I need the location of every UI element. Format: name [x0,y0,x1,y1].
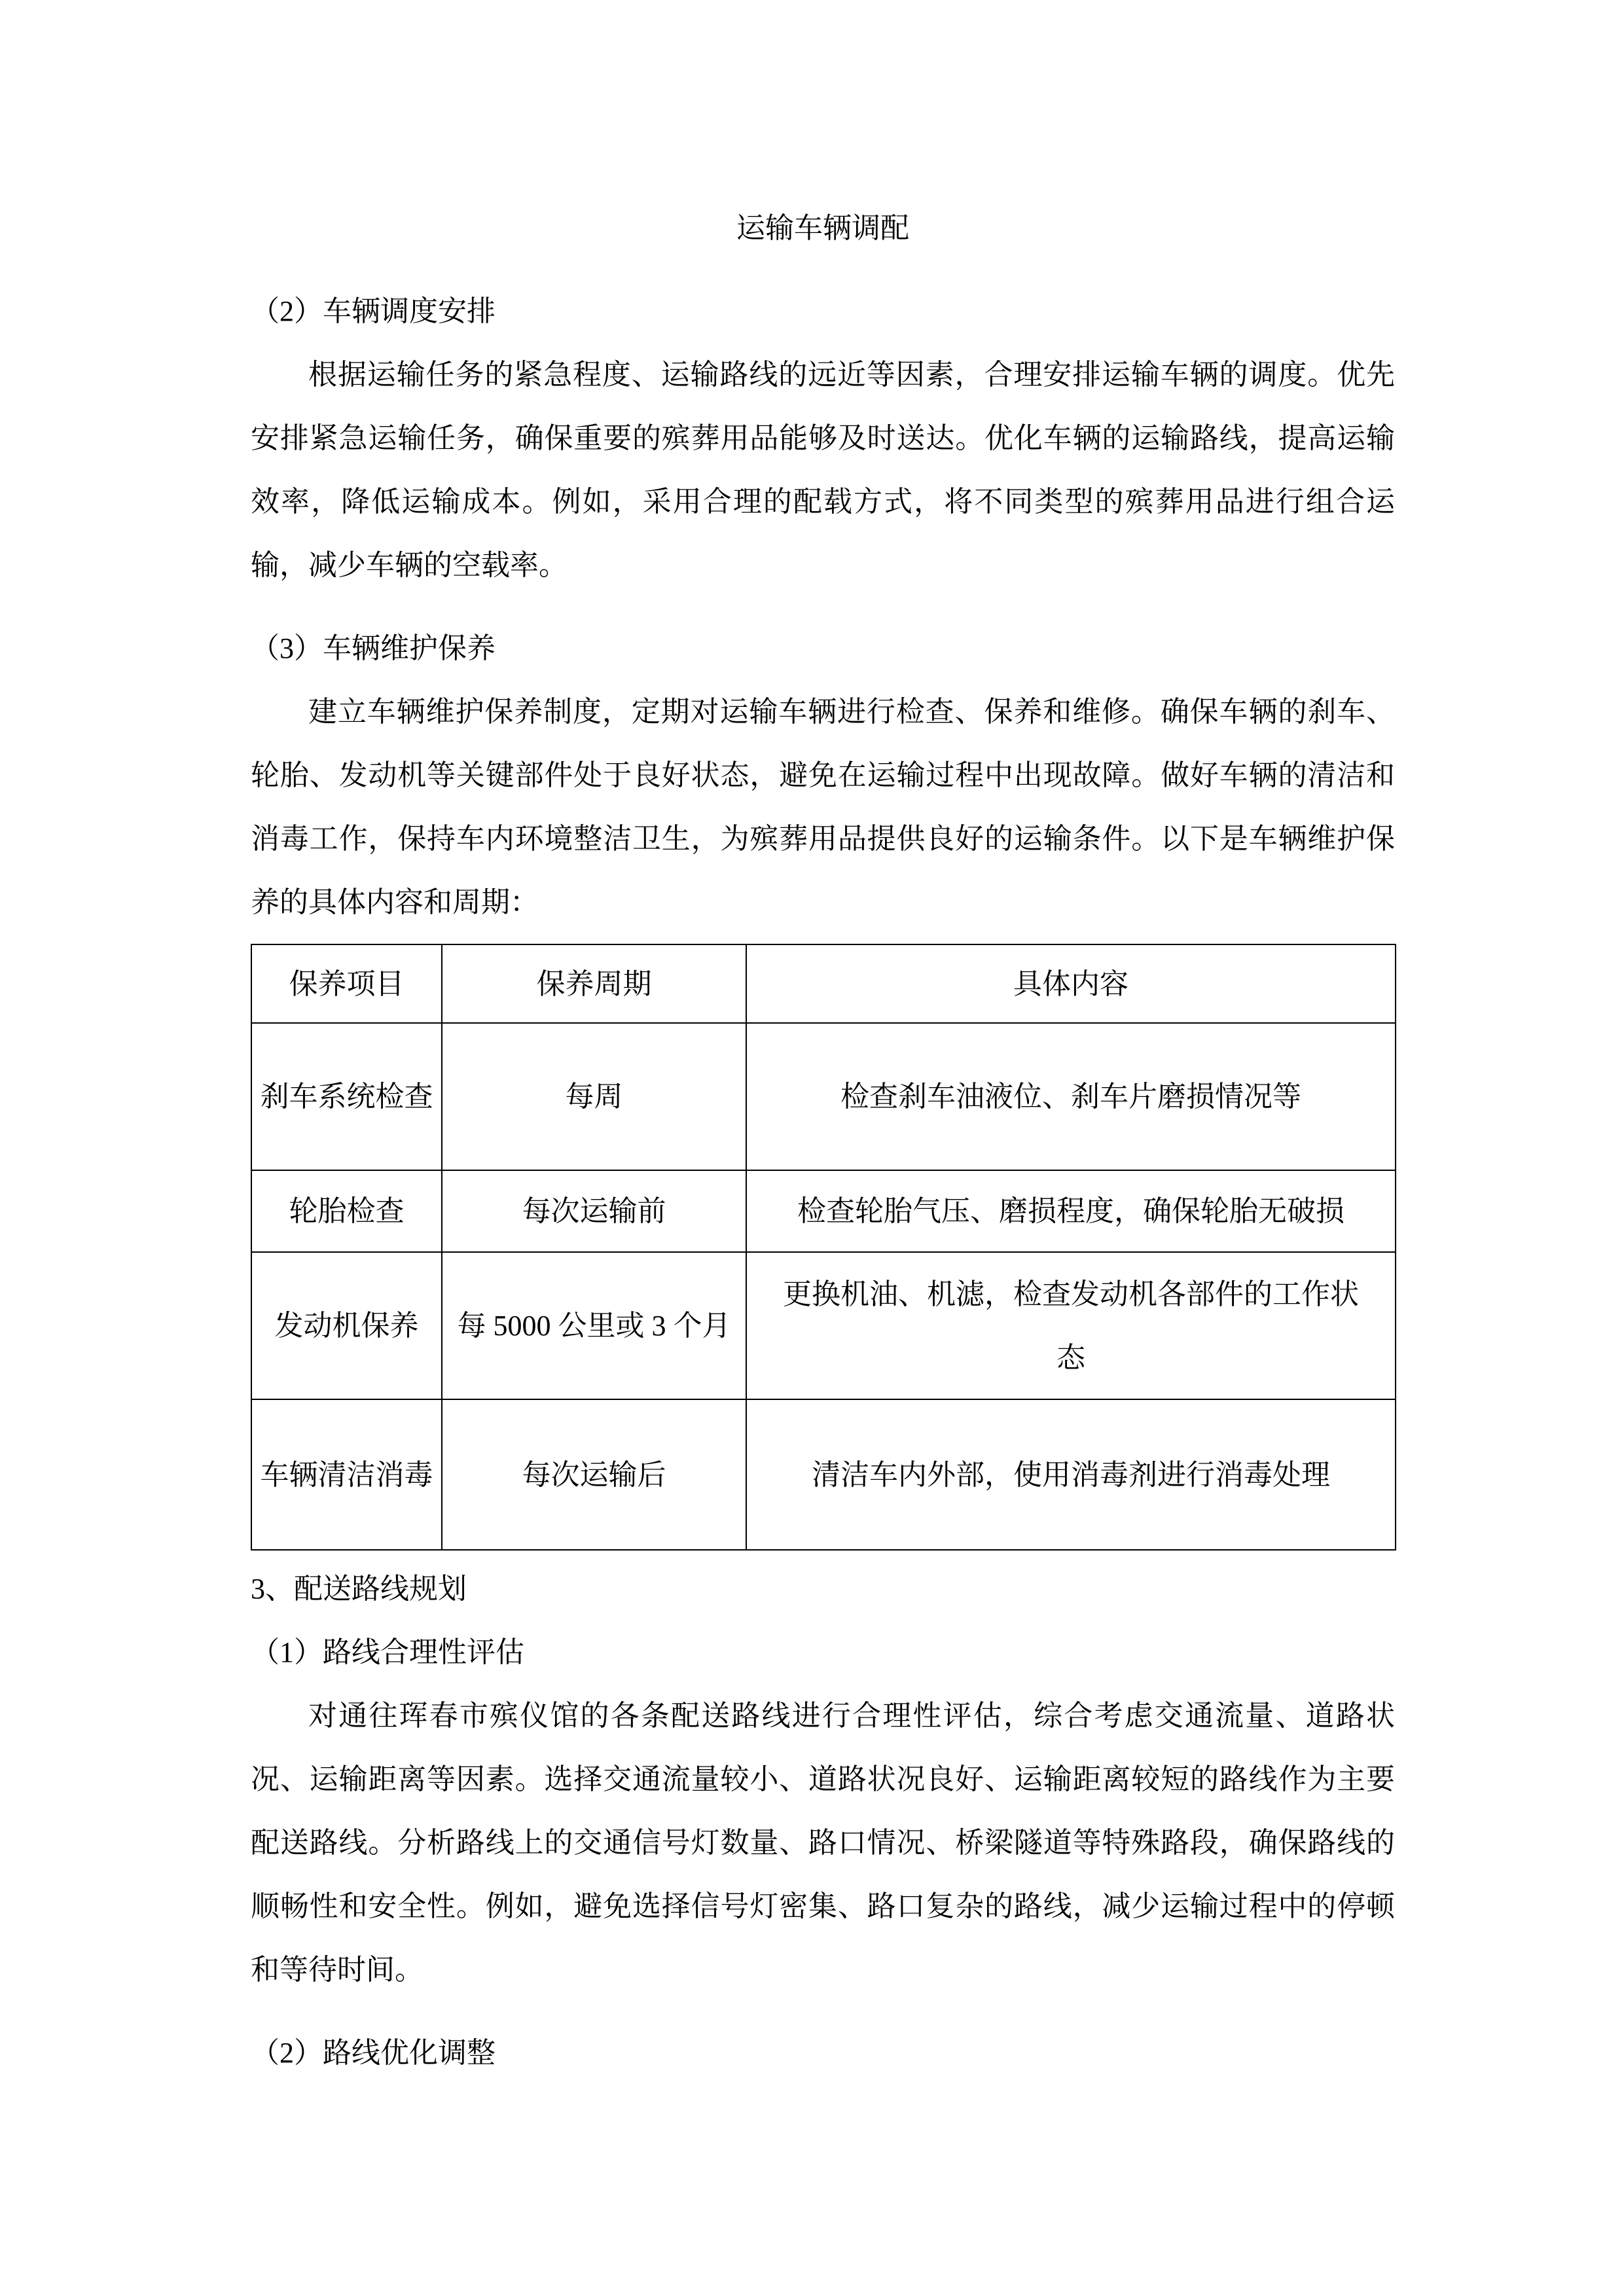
table-header-cell-item: 保养项目 [251,944,442,1023]
table-row [251,1023,1396,1170]
paragraph-route-evaluation: 对通往珲春市殡仪馆的各条配送路线进行合理性评估，综合考虑交通流量、道路状况、运输距离等因素。选择交通流量较小、道路状况良好、运输距离较短的路线作为主要配送路线。分析路线上的交通信号灯数量、路口情况、桥梁隧道等特殊路段，确保路线的顺畅性和安全性。例如，避免选择信号灯密集、路口复杂的路线，减少运输过程中的停顿和等待时间。 [251,1700,1395,1986]
table-cell: 每 5000 公里或 3 个月 [442,1252,746,1399]
table-header-cell-cycle: 保养周期 [442,944,746,1023]
table-header-cell-content: 具体内容 [746,944,1396,1023]
table-cell: 检查轮胎气压、磨损程度，确保轮胎无破损 [746,1170,1396,1252]
section-heading-route-planning: 3、配送路线规划 [251,1573,467,1605]
table-header-row [251,944,1396,1023]
table-cell: 轮胎检查 [251,1170,442,1252]
section-heading-route-optimization: （2）路线优化调整 [251,2037,496,2069]
table-row [251,1399,1396,1550]
maintenance-table [251,944,1396,1551]
table-cell: 每次运输后 [442,1399,746,1550]
table-cell: 发动机保养 [251,1252,442,1399]
table-row [251,1252,1396,1399]
paragraph-vehicle-maintenance: 建立车辆维护保养制度，定期对运输车辆进行检查、保养和维修。确保车辆的刹车、轮胎、发动机等关键部件处于良好状态，避免在运输过程中出现故障。做好车辆的清洁和消毒工作，保持车内环境整洁卫生，为殡葬用品提供良好的运输条件。以下是车辆维护保养的具体内容和周期： [251,696,1395,918]
paragraph-vehicle-dispatch: 根据运输任务的紧急程度、运输路线的远近等因素，合理安排运输车辆的调度。优先安排紧急运输任务，确保重要的殡葬用品能够及时送达。优化车辆的运输路线，提高运输效率，降低运输成本。例如，采用合理的配载方式，将不同类型的殡葬用品进行组合运输，减少车辆的空载率。 [251,359,1395,581]
doc-title: 运输车辆调配 [736,212,909,244]
table-cell: 每周 [442,1023,746,1170]
table-cell: 更换机油、机滤，检查发动机各部件的工作状态 [746,1252,1396,1399]
section-heading-route-evaluation: （1）路线合理性评估 [251,1636,524,1668]
table-row [251,1170,1396,1252]
table-cell: 清洁车内外部，使用消毒剂进行消毒处理 [746,1399,1396,1550]
section-heading-vehicle-dispatch: （2）车辆调度安排 [251,295,496,327]
section-heading-vehicle-maintenance: （3）车辆维护保养 [251,632,496,664]
table-cell: 检查刹车油液位、刹车片磨损情况等 [746,1023,1396,1170]
table-cell: 每次运输前 [442,1170,746,1252]
table-cell: 车辆清洁消毒 [251,1399,442,1550]
table-cell: 刹车系统检查 [251,1023,442,1170]
